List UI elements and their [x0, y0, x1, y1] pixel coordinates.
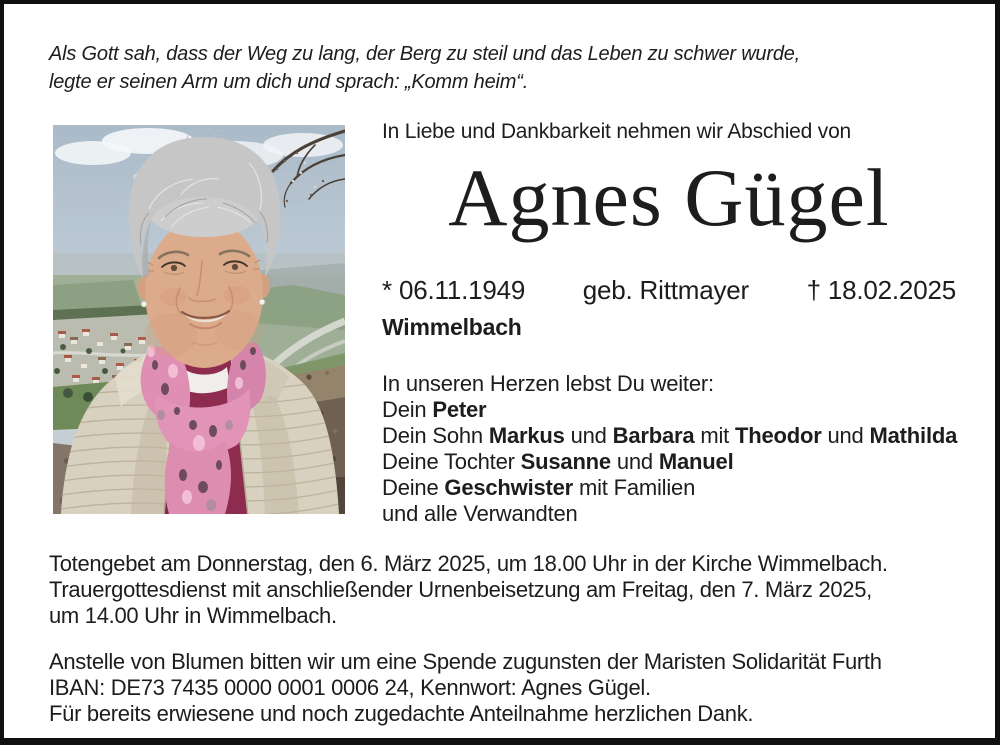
- portrait-photo: [53, 125, 345, 514]
- portrait-illustration: [53, 125, 345, 514]
- death-date: † 18.02.2025: [806, 275, 956, 305]
- funeral-info: Totengebet am Donnerstag, den 6. März 2025, um 18.00 Uhr in der Kirche Wimmelbach. Trauergottesdienst mit anschließender Urnenbeisetzung am Freitag, den 7. März 2025, um 14.00 Uhr in Wimmelbach.: [49, 551, 888, 628]
- epigraph: Als Gott sah, dass der Weg zu lang, der Berg zu steil und das Leben zu schwer wurde, legte er seinen Arm um dich und sprach: „Komm heim“.: [49, 43, 801, 93]
- residence: Wimmelbach: [382, 314, 522, 340]
- intro-line: In Liebe und Dankbarkeit nehmen wir Abschied von: [382, 120, 852, 143]
- birth-date: * 06.11.1949: [382, 275, 526, 305]
- family-section: [382, 371, 957, 527]
- deceased-name: Agnes Gügel: [448, 152, 890, 243]
- maiden-name: geb. Rittmayer: [582, 275, 749, 305]
- family-intro: In unseren Herzen lebst Du weiter:: [382, 371, 714, 396]
- donation-info: Anstelle von Blumen bitten wir um eine Spende zugunsten der Maristen Solidarität Furth IBAN: DE73 7435 0000 0001 0006 24, Kennwort: Agnes Gügel. Für bereits erwiesene und noch zugedachte Anteilnahme herzlichen Dank.: [49, 649, 882, 726]
- dates-row: [382, 275, 956, 306]
- face: [145, 218, 263, 368]
- family-list: Dein Peter Dein Sohn Markus und Barbara mit Theodor und Mathilda Deine Tochter Susanne und Manuel Deine Geschwister mit Familien und alle Verwandten: [382, 397, 958, 526]
